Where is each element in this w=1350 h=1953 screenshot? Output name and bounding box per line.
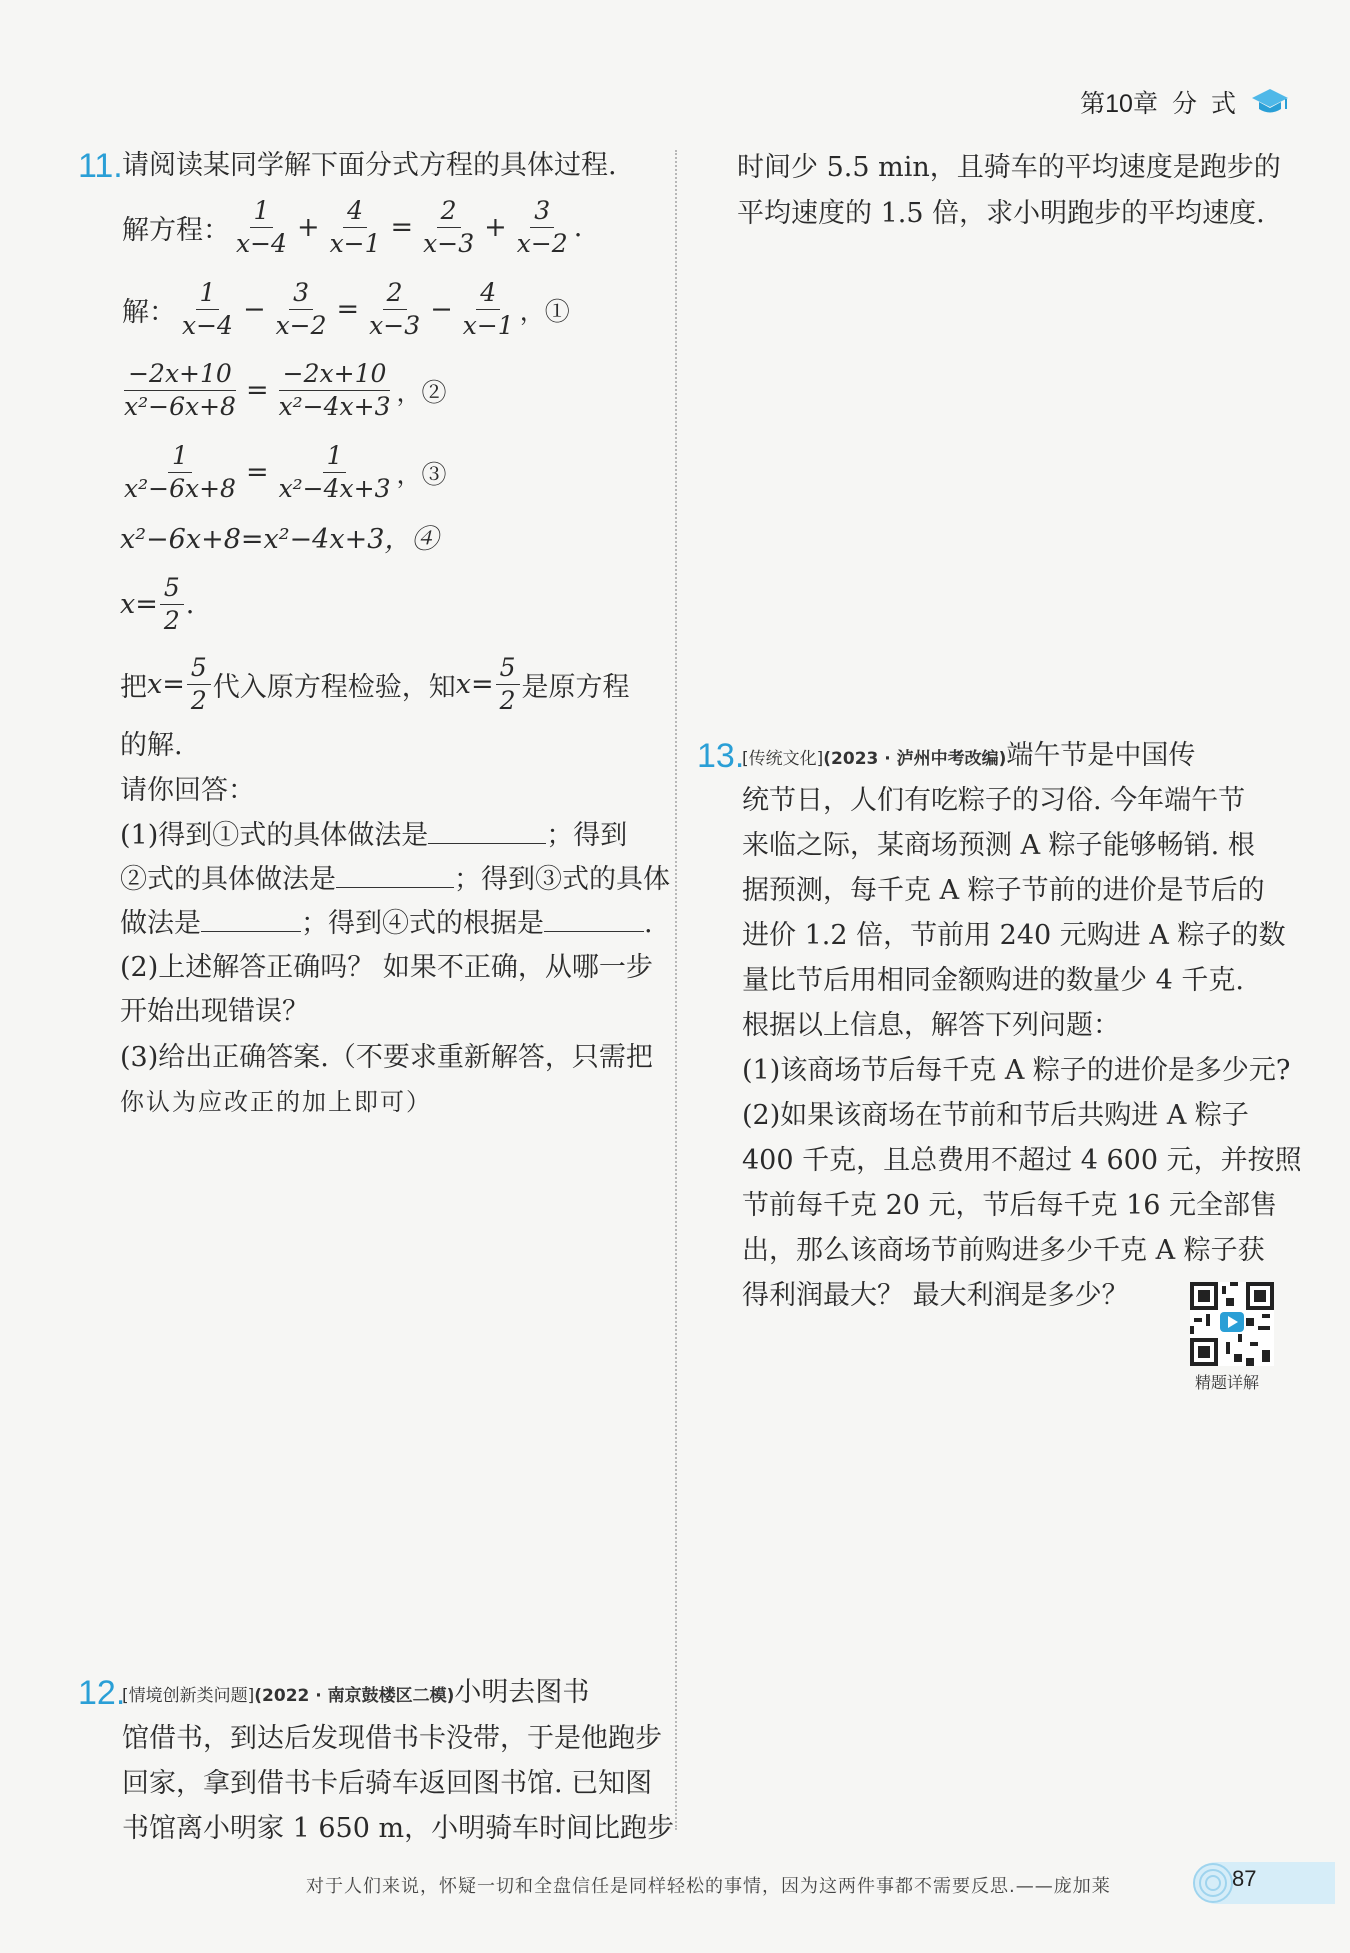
fraction: $\frac{1}{\text{x²−6x+8}}$ — [124, 441, 236, 503]
q12-line-2: 馆借书，到达后发现借书卡没带，于是他跑步 — [122, 1723, 662, 1754]
q13-line-5: 进价 1.2 倍，节前用 240 元购进 A 粽子的数 — [742, 920, 1286, 951]
q12-line-4: 书馆离小明家 1 650 m，小明骑车时间比跑步 — [122, 1813, 675, 1844]
q11-intro: 请阅读某同学解下面分式方程的具体过程. — [122, 150, 617, 181]
q12-line-1: [情境创新类问题](2022 · 南京鼓楼区二模)小明去图书 — [122, 1677, 590, 1708]
fraction: $\frac{-2x+10}{\text{x²−4x+3}}$ — [278, 359, 391, 421]
fraction: $\frac{-2x+10}{\text{x²−6x+8}}$ — [124, 359, 236, 421]
q12-source: (2022 · 南京鼓楼区二模) — [254, 1686, 455, 1706]
answer-blank[interactable] — [201, 909, 301, 932]
q11-part-1-line-2: ②式的具体做法是 ；得到③式的具体 — [120, 864, 670, 895]
chapter-title-a: 分 — [1171, 90, 1197, 118]
q13-line-6: 量比节后用相同金额购进的数量少 4 千克. — [742, 965, 1244, 996]
q13-source: (2023 · 泸州中考改编) — [823, 749, 1007, 769]
fraction: $\frac{4}{x-1}$ — [462, 278, 514, 340]
q12-continued-line-1: 时间少 5.5 min，且骑车的平均速度是跑步的 — [737, 152, 1281, 183]
q13-line-7: 根据以上信息，解答下列问题： — [742, 1010, 1120, 1041]
q11-check: 把 x= $\frac{5}{2}$ 代入原方程检验，知 x= $\frac{5}{2}$ 是原方程 — [120, 653, 630, 715]
question-11-number: 11. — [78, 147, 123, 185]
qr-code-icon[interactable] — [1190, 1282, 1274, 1366]
q11-problem-equation: 解方程： $\frac{1}{x-4}$ + $\frac{4}{x-1}$ = $\frac{2}{x-3}$ + $\frac{3}{x-2}$ . — [122, 196, 583, 258]
q11-step-3: $\frac{1}{\text{x²−6x+8}}$ = $\frac{1}{\text{x²−4x+3}}$ ，③ — [118, 440, 447, 505]
q13-line-4: 据预测，每千克 A 粽子节前的进价是节后的 — [742, 875, 1265, 906]
fraction: $\frac{3}{x-2}$ — [516, 196, 568, 258]
answer-blank[interactable] — [544, 909, 644, 932]
chapter-header — [1080, 84, 1290, 120]
qr-label: 精题详解 — [1195, 1373, 1260, 1392]
q13-part-2-line-5: 得利润最大？ 最大利润是多少？ — [742, 1280, 1129, 1311]
fraction: $\frac{4}{x-1}$ — [329, 196, 381, 258]
question-12-number: 12. — [78, 1674, 126, 1712]
solution-label: 解： — [122, 297, 176, 328]
fraction: $\frac{3}{x-2}$ — [275, 278, 327, 340]
fraction: $\frac{2}{x-3}$ — [423, 196, 475, 258]
q13-part-2-line-2: 400 千克，且总费用不超过 4 600 元，并按照 — [742, 1145, 1302, 1176]
q11-step-2: $\frac{-2x+10}{\text{x²−6x+8}}$ = $\frac{-2x+10}{\text{x²−4x+3}}$ ，② — [118, 358, 447, 423]
q13-part-2-line-3: 节前每千克 20 元，节后每千克 16 元全部售 — [742, 1190, 1278, 1221]
column-divider — [675, 150, 677, 1830]
chapter-title-b: 式 — [1210, 90, 1236, 118]
fraction: $\frac{1}{x-4}$ — [182, 278, 233, 340]
page-number: 87 — [1232, 1866, 1257, 1891]
q11-part-1-line-1: (1)得到①式的具体做法是 ；得到 — [120, 820, 628, 851]
fraction: $\frac{5}{2}$ — [160, 572, 184, 637]
fraction: $\frac{1}{x-4}$ — [236, 196, 287, 258]
q11-step-4: x²−6x+8=x²−4x+3，④ — [120, 524, 439, 555]
q11-part-1-line-3: 做法是 ；得到④式的根据是 . — [120, 908, 653, 939]
graduation-cap-icon — [1250, 87, 1290, 117]
fraction: $\frac{2}{x-3}$ — [369, 278, 421, 340]
q11-part-3-line-2: 你认为应改正的加上即可） — [120, 1088, 432, 1116]
q13-part-1: (1)该商场节后每千克 A 粽子的进价是多少元? — [742, 1055, 1291, 1086]
q13-category-tag: [传统文化] — [742, 749, 824, 769]
swirl-icon — [1190, 1860, 1236, 1906]
q13-part-2-line-1: (2)如果该商场在节前和节后共购进 A 粽子 — [742, 1100, 1249, 1131]
footer-quote: 对于人们来说，怀疑一切和全盘信任是同样轻松的事情，因为这两件事都不需要反思.——庞加莱 — [306, 1876, 1111, 1897]
q12-line-3: 回家，拿到借书卡后骑车返回图书馆. 已知图 — [122, 1768, 653, 1799]
q11-step-5: x= $\frac{5}{2}$ . — [120, 573, 195, 635]
problem-label: 解方程： — [122, 215, 230, 246]
q11-part-2-line-1: (2)上述解答正确吗？ 如果不正确，从哪一步 — [120, 952, 653, 983]
q11-check-end: 的解. — [120, 730, 183, 761]
q11-ask: 请你回答： — [120, 775, 255, 806]
fraction: $\frac{1}{\text{x²−4x+3}}$ — [278, 441, 391, 503]
q13-part-2-line-4: 出，那么该商场节前购进多少千克 A 粽子获 — [742, 1235, 1265, 1266]
answer-blank[interactable] — [428, 821, 546, 844]
chapter-number: 第10章 — [1080, 90, 1158, 118]
answer-blank[interactable] — [336, 865, 454, 888]
q13-line-3: 来临之际，某商场预测 A 粽子能够畅销. 根 — [742, 830, 1255, 861]
q13-line-2: 统节日，人们有吃粽子的习俗. 今年端午节 — [742, 785, 1246, 816]
q11-part-2-line-2: 开始出现错误？ — [120, 996, 309, 1027]
q12-category-tag: [情境创新类问题] — [122, 1686, 255, 1706]
q11-step-1: 解： $\frac{1}{x-4}$ − $\frac{3}{x-2}$ = $\frac{2}{x-3}$ − $\frac{4}{x-1}$ ，① — [122, 278, 570, 340]
q11-part-3-line-1: (3)给出正确答案.（不要求重新解答，只需把 — [120, 1042, 653, 1073]
q12-continued-line-2: 平均速度的 1.5 倍，求小明跑步的平均速度. — [737, 198, 1265, 229]
question-13-number: 13. — [697, 737, 745, 775]
q13-line-1: [传统文化](2023 · 泸州中考改编)端午节是中国传 — [742, 740, 1196, 771]
fraction: $\frac{5}{2}$ — [187, 652, 211, 717]
fraction: $\frac{5}{2}$ — [496, 652, 520, 717]
